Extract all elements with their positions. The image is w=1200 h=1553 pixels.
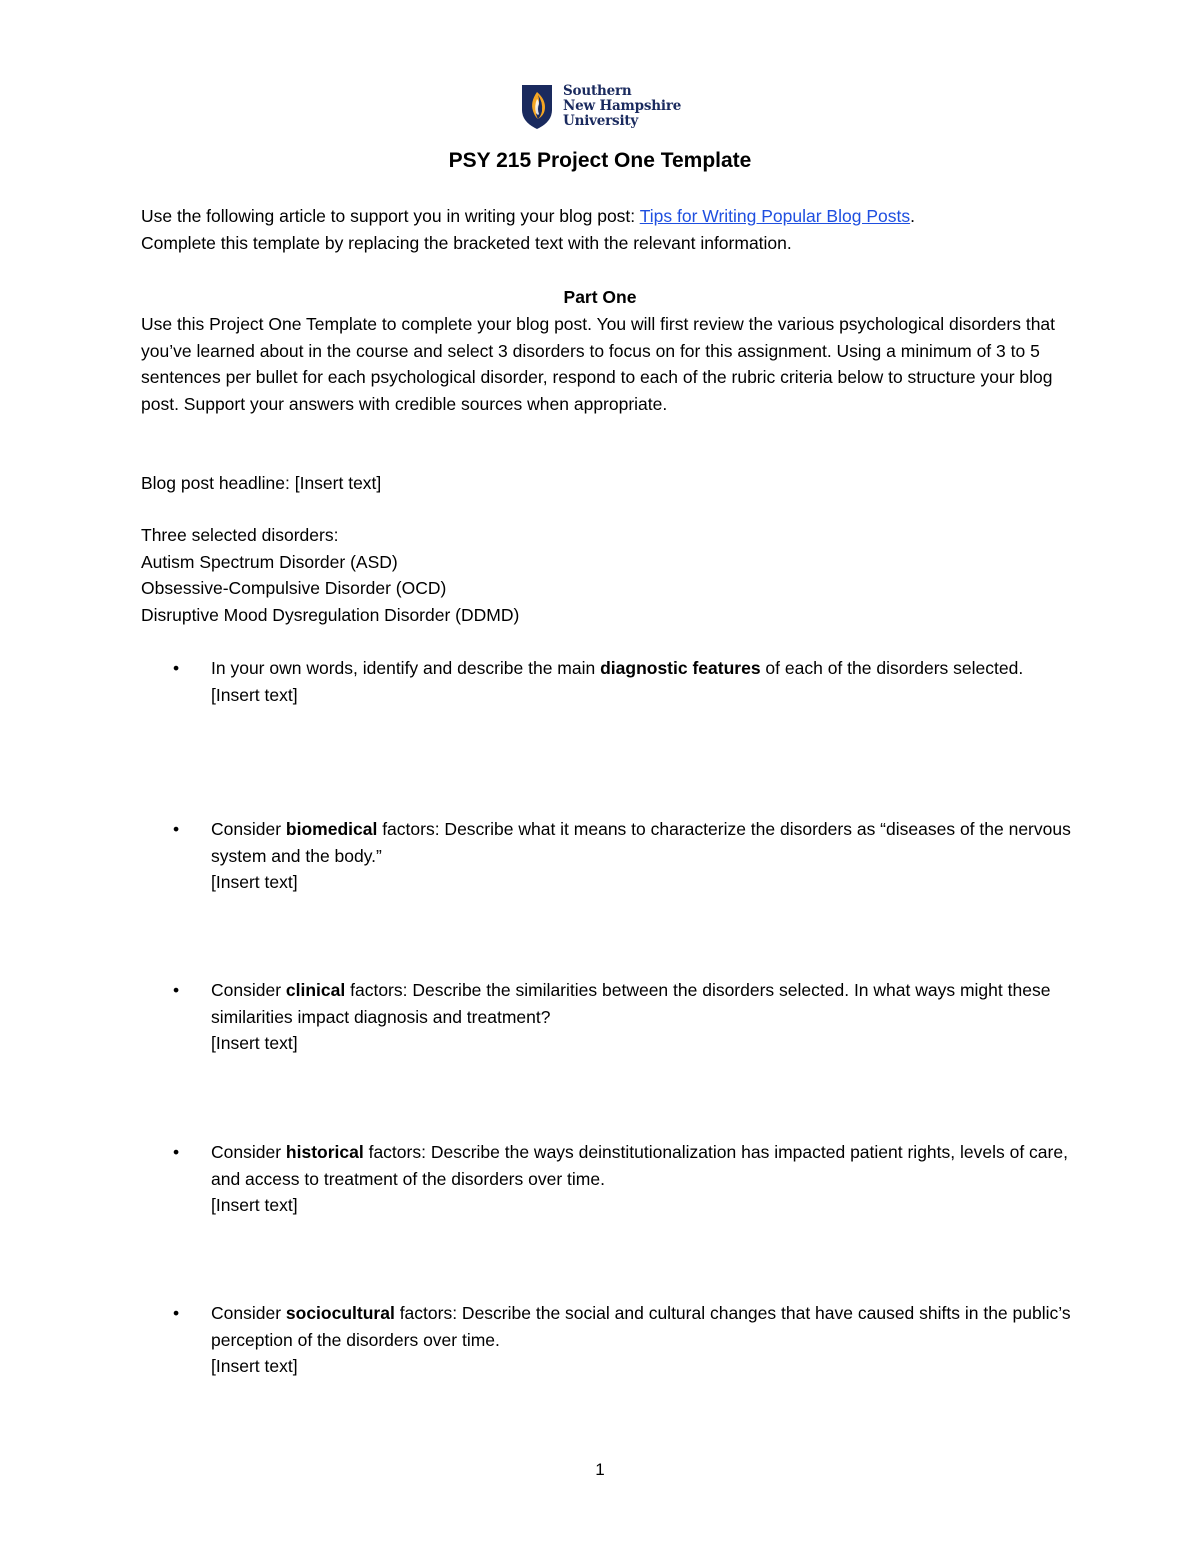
bullet-text <box>211 816 1071 896</box>
bullet-keyword: sociocultural <box>285 1303 395 1323</box>
bullet-text <box>211 1139 1071 1219</box>
bullet-dot-icon: • <box>173 658 180 678</box>
university-logo <box>521 84 681 134</box>
bullet-prefix: Consider <box>211 819 286 839</box>
article-link[interactable]: Tips for Writing Popular Blog Posts <box>639 206 911 226</box>
disorder-item: Obsessive-Compulsive Disorder (OCD) <box>141 578 447 598</box>
shield-flame-icon <box>521 84 553 130</box>
disorder-item: Disruptive Mood Dysregulation Disorder (DDMD) <box>141 604 520 625</box>
bullet-keyword: diagnostic features <box>600 658 761 678</box>
bullet-suffix: of each of the disorders selected. <box>760 658 1024 678</box>
logo-line-2: New Hampshire <box>563 98 682 114</box>
bullet-prefix: Consider <box>211 980 286 1000</box>
insert-text-placeholder[interactable]: [Insert text] <box>211 872 298 892</box>
bullet-prefix: Consider <box>211 1142 286 1162</box>
page-title: PSY 215 Project One Template <box>448 149 752 172</box>
bullet-keyword: historical <box>285 1142 364 1162</box>
logo-line-1: Southern <box>563 83 632 99</box>
blog-headline-line: Blog post headline: [Insert text] <box>141 473 382 493</box>
intro-paragraph <box>141 203 1071 256</box>
bullet-suffix: factors: Describe the similarities between the disorders selected. In what ways might these similarities impact diagnosis and treatment? <box>211 980 1051 1027</box>
intro-suffix: . <box>910 206 915 226</box>
bullet-text <box>211 655 1071 708</box>
bullet-dot-icon: • <box>173 1142 180 1162</box>
bullet-dot-icon: • <box>173 1303 180 1323</box>
intro-line-2: Complete this template by replacing the bracketed text with the relevant information. <box>141 232 792 253</box>
logo-line-3: University <box>563 113 639 129</box>
bullet-keyword: biomedical <box>285 819 378 839</box>
intro-prefix: Use the following article to support you in writing your blog post: <box>141 206 640 226</box>
bullet-dot-icon: • <box>173 819 180 839</box>
disorder-item: Autism Spectrum Disorder (ASD) <box>141 551 398 572</box>
insert-text-placeholder[interactable]: [Insert text] <box>211 1033 298 1053</box>
bullet-prefix: Consider <box>211 1303 286 1323</box>
bullet-keyword: clinical <box>285 980 346 1000</box>
bullet-suffix: factors: Describe what it means to characterize the disorders as “diseases of the nervous system and the body.” <box>211 819 1071 866</box>
disorders-label: Three selected disorders: <box>141 525 339 545</box>
bullet-text <box>211 977 1071 1057</box>
insert-text-placeholder[interactable]: [Insert text] <box>211 684 298 705</box>
part-one-paragraph: Use this Project One Template to complete your blog post. You will first review the various psychological disorders that you’ve learned about in the course and select 3 disorders to focus on for this assignment. Using a minimum of 3 to 5 sentences per bullet for each psychological disorder, respond to each of the rubric criteria below to structure your blog post. Support your answers with credible sources when appropriate. <box>141 314 1056 414</box>
bullet-text <box>211 1300 1071 1380</box>
logo-wordmark <box>563 84 681 129</box>
page-number: 1 <box>595 1460 605 1479</box>
bullet-suffix: factors: Describe the social and cultural changes that have caused shifts in the public’s perception of the disorders over time. <box>211 1303 1071 1350</box>
bullet-prefix: In your own words, identify and describe the main <box>211 658 601 678</box>
bullet-dot-icon: • <box>173 980 180 1000</box>
insert-text-placeholder[interactable]: [Insert text] <box>211 1195 298 1215</box>
insert-text-placeholder[interactable]: [Insert text] <box>211 1356 298 1376</box>
disorders-block <box>141 522 1071 628</box>
bullet-suffix: factors: Describe the ways deinstitutionalization has impacted patient rights, levels of care, and access to treatment of the disorders over time. <box>211 1142 1068 1189</box>
part-one-heading: Part One <box>563 287 637 307</box>
